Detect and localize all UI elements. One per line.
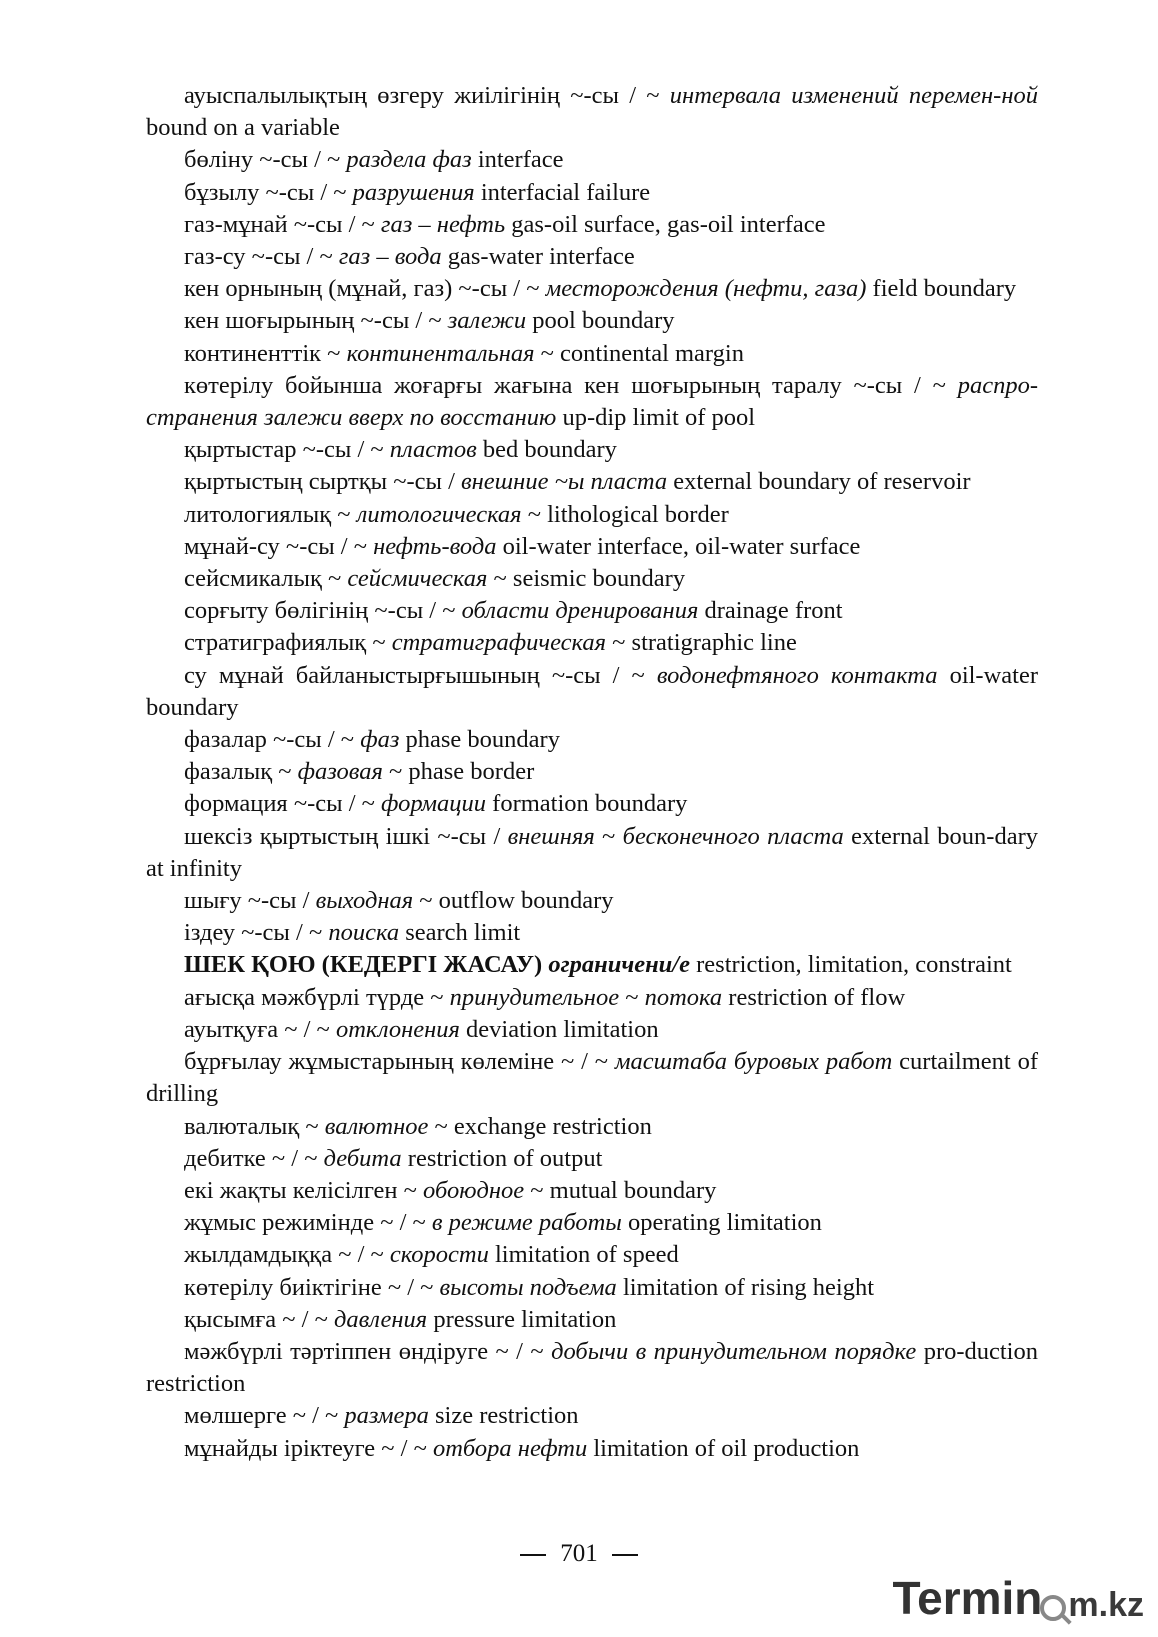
entry-text: deviation limitation: [459, 1015, 659, 1043]
entry-text: жұмыс режимінде ~ / ~: [184, 1209, 432, 1237]
page-number-text: 701: [560, 1540, 598, 1567]
dictionary-entry: [146, 305, 1038, 337]
entry-text: формация ~-сы / ~: [184, 790, 382, 818]
dictionary-entry: [146, 885, 1038, 917]
entry-term-russian: раздела фаз: [346, 146, 472, 174]
entry-term-russian: валютное: [324, 1112, 429, 1140]
dictionary-entry: [146, 466, 1038, 498]
entry-term-russian: литологическая: [356, 500, 522, 528]
dash-left: [520, 1554, 546, 1556]
entry-term-russian: распро-странения залежи вверх по восстанию: [146, 371, 1038, 432]
dictionary-entry: [146, 1400, 1038, 1432]
entry-text: іздеу ~-сы / ~: [184, 919, 329, 947]
dictionary-entry: [146, 595, 1038, 627]
entry-term-russian: континентальная: [346, 339, 535, 367]
dictionary-entry: [146, 434, 1038, 466]
dictionary-entry: [146, 788, 1038, 820]
entry-text: газ-мұнай ~-сы / ~: [184, 210, 381, 238]
entry-text: pool boundary: [526, 307, 675, 335]
entry-text: көтерілу биіктігіне ~ / ~: [184, 1273, 440, 1301]
dictionary-entry: [146, 273, 1038, 305]
entry-text: мөлшерге ~ / ~: [184, 1402, 345, 1430]
dictionary-entry: [146, 1433, 1038, 1465]
entry-term-russian: газ – нефть: [380, 210, 506, 238]
entry-term-russian: залежи: [447, 307, 527, 335]
entry-term-headword: ограничени/е: [548, 951, 690, 979]
entry-term-russian: обоюдное: [423, 1176, 525, 1204]
entry-text: field boundary: [866, 275, 1017, 303]
entry-text: oil-water interface, oil-water surface: [496, 532, 861, 560]
entry-text: pro-duction restriction: [146, 1337, 1038, 1398]
entry-text: сорғыту бөлігінің ~-сы / ~: [184, 597, 462, 625]
entry-text: ~ lithological border: [521, 500, 729, 528]
entry-text: ауытқуға ~ / ~: [184, 1015, 336, 1043]
entry-term-russian: принудительное: [449, 983, 620, 1011]
dictionary-entry: [146, 338, 1038, 370]
dictionary-entry: [146, 1336, 1038, 1400]
dictionary-entry: [146, 1239, 1038, 1271]
entry-text: сейсмикалық ~: [184, 565, 348, 593]
dictionary-entry: [146, 627, 1038, 659]
entry-term-russian: бесконечного пласта: [622, 822, 844, 850]
entry-term-russian: дебита: [323, 1144, 402, 1172]
entry-text: external boun-dary at infinity: [146, 822, 1038, 882]
dictionary-entry: [146, 821, 1038, 885]
entry-text: oil-water boundary: [146, 661, 1038, 721]
entry-text: bed boundary: [476, 436, 617, 464]
entry-text: бұзылу ~-сы / ~: [184, 178, 353, 206]
entry-term-russian: размера: [344, 1402, 429, 1430]
entry-text: external boundary of reservoir: [667, 468, 971, 496]
entry-text: континенттік ~: [184, 339, 347, 367]
entry-term-russian: пластов: [389, 436, 477, 464]
magnifier-icon: [1040, 1595, 1066, 1621]
dictionary-entry: [146, 241, 1038, 273]
entry-text: газ-су ~-сы / ~: [184, 243, 339, 271]
entry-text: фазалық ~: [184, 758, 298, 786]
dictionary-entry: [146, 1046, 1038, 1110]
dictionary-entry: [146, 1143, 1038, 1175]
entry-term-russian: отбора нефти: [432, 1434, 588, 1462]
entry-text: gas-oil surface, gas-oil interface: [505, 210, 826, 238]
dictionary-entry: [146, 1111, 1038, 1143]
entry-text: formation boundary: [486, 790, 688, 818]
entry-text: ~ stratigraphic line: [606, 629, 797, 657]
dictionary-entry: [146, 1175, 1038, 1207]
dictionary-entry: [146, 1304, 1038, 1336]
entry-text: operating limitation: [621, 1209, 822, 1237]
entry-text: ~ mutual boundary: [524, 1176, 717, 1204]
dictionary-entry: [146, 80, 1038, 144]
entry-term-russian: высоты подъема: [439, 1273, 617, 1301]
dictionary-entry: [146, 499, 1038, 531]
entry-text: мұнайды іріктеуге ~ / ~: [184, 1434, 433, 1462]
entry-text: ~ exchange restriction: [428, 1112, 652, 1140]
entry-term-russian: области дренирования: [461, 597, 699, 625]
entry-text: қысымға ~ / ~: [184, 1305, 334, 1333]
entry-text: restriction of output: [401, 1144, 603, 1172]
entry-text: көтерілу бойынша жоғарғы жағына кен шоғырының таралу ~-сы / ~: [184, 371, 958, 399]
dictionary-entry: [146, 370, 1038, 434]
entry-term-russian: потока: [644, 983, 723, 1011]
entry-term-russian: водонефтяного контакта: [656, 661, 938, 689]
entry-term-russian: внешняя: [507, 822, 595, 850]
entry-text: кен шоғырының ~-сы / ~: [184, 307, 448, 335]
entry-term-russian: давления: [333, 1305, 428, 1333]
watermark-text-left: Termin: [892, 1572, 1043, 1624]
dictionary-entry: [146, 724, 1038, 756]
entry-text: bound on a variable: [146, 114, 340, 142]
watermark-text-right: m.kz: [1068, 1586, 1144, 1624]
entry-text: ~: [594, 822, 623, 850]
entry-text: мұнай-су ~-сы / ~: [184, 532, 374, 560]
entry-text: су мұнай байланыстырғышының ~-сы / ~: [184, 661, 657, 689]
entry-term-russian: в режиме работы: [431, 1209, 622, 1237]
dictionary-entry: [146, 209, 1038, 241]
dictionary-entry: [146, 177, 1038, 209]
entry-text: литологиялық ~: [184, 500, 357, 528]
entry-term-russian: интервала изменений перемен-ной: [669, 82, 1038, 109]
entry-text: бөліну ~-сы / ~: [184, 146, 347, 174]
entry-text: phase boundary: [399, 726, 560, 754]
entry-text: interface: [471, 146, 564, 174]
entry-text: ~ phase border: [382, 758, 535, 786]
entry-term-russian: сейсмическая: [347, 565, 488, 593]
entry-text: валюталық ~: [184, 1112, 325, 1140]
entry-text: ~ outflow boundary: [413, 887, 614, 915]
entry-text: кен орнының (мұнай, газ) ~-сы / ~: [184, 275, 546, 303]
entry-term-russian: фаз: [360, 726, 400, 754]
entry-text: шығу ~-сы /: [184, 887, 316, 915]
entry-text: limitation of rising height: [616, 1273, 875, 1301]
entry-text: limitation of oil production: [587, 1434, 860, 1462]
entry-term-russian: месторождения (нефти, газа): [545, 275, 867, 303]
entry-text: мәжбүрлі тәртіппен өндіруге ~ / ~: [184, 1337, 552, 1365]
entry-text: шексіз қыртыстың ішкі ~-сы /: [184, 822, 508, 850]
entry-text: up-dip limit of pool: [556, 404, 756, 432]
entry-text: стратиграфиялық ~: [184, 629, 392, 657]
entry-term-russian: разрушения: [352, 178, 475, 206]
entry-text: фазалар ~-сы / ~: [184, 726, 361, 754]
dictionary-entry: [146, 144, 1038, 176]
entry-term-russian: масштаба буровых работ: [614, 1048, 893, 1076]
dictionary-entry: [146, 563, 1038, 595]
dictionary-entry: [146, 917, 1038, 949]
entry-term-russian: формации: [381, 790, 487, 818]
dictionary-entry: [146, 982, 1038, 1014]
dictionary-page: [146, 80, 1038, 1465]
entry-text: ағысқа мәжбүрлі түрде ~: [184, 983, 450, 1011]
dictionary-entry: [146, 1014, 1038, 1046]
entry-text: жылдамдыққа ~ / ~: [184, 1241, 390, 1269]
entry-text: interfacial failure: [474, 178, 651, 206]
entry-term-russian: отклонения: [335, 1015, 460, 1043]
dictionary-entry: [146, 1207, 1038, 1239]
entry-text: size restriction: [428, 1402, 579, 1430]
entry-text: дебитке ~ / ~: [184, 1144, 324, 1172]
entry-text: қыртыстың сыртқы ~-сы /: [184, 468, 462, 496]
entry-term-russian: поиска: [328, 919, 400, 947]
entry-text: limitation of speed: [488, 1241, 679, 1269]
entry-text: pressure limitation: [427, 1305, 617, 1333]
entry-text: restriction, limitation, constraint: [690, 951, 1012, 979]
entry-term-russian: скорости: [389, 1241, 489, 1269]
entry-text: қыртыстар ~-сы / ~: [184, 436, 390, 464]
dictionary-entry: [146, 660, 1038, 724]
entry-text: gas-water interface: [441, 243, 635, 271]
entry-text: ~: [619, 983, 645, 1011]
entry-text: search limit: [399, 919, 521, 947]
entry-term-russian: добычи в принудительном порядке: [551, 1337, 917, 1365]
entry-text: restriction of flow: [722, 983, 906, 1011]
entry-text: drainage front: [698, 597, 843, 625]
termincom-watermark[interactable]: [892, 1572, 1144, 1625]
entry-term-russian: газ – вода: [338, 243, 442, 271]
entry-term-russian: стратиграфическая: [391, 629, 607, 657]
entry-text: ~ seismic boundary: [487, 565, 686, 593]
dash-right: [612, 1554, 638, 1556]
entry-term-russian: нефть-вода: [373, 532, 497, 560]
entry-term-russian: фазовая: [297, 758, 383, 786]
entry-term-russian: внешние ~ы пласта: [461, 468, 668, 496]
entry-text: екі жақты келісілген ~: [184, 1176, 424, 1204]
dictionary-entry: [146, 531, 1038, 563]
dictionary-entry: [146, 949, 1038, 981]
entry-text: curtailment of drilling: [146, 1048, 1038, 1108]
dictionary-entry: [146, 1272, 1038, 1304]
page-number: [0, 1540, 1158, 1568]
entry-term-headword: ШЕК ҚОЮ (КЕДЕРГІ ЖАСАУ): [184, 951, 543, 979]
entry-term-russian: выходная: [315, 887, 414, 915]
entry-text: ~ continental margin: [534, 339, 744, 367]
entry-text: ауыспалылықтың өзгеру жиілігінің ~-сы / ~: [184, 82, 670, 109]
entry-text: бұрғылау жұмыстарының көлеміне ~ / ~: [184, 1048, 615, 1076]
dictionary-entry: [146, 756, 1038, 788]
